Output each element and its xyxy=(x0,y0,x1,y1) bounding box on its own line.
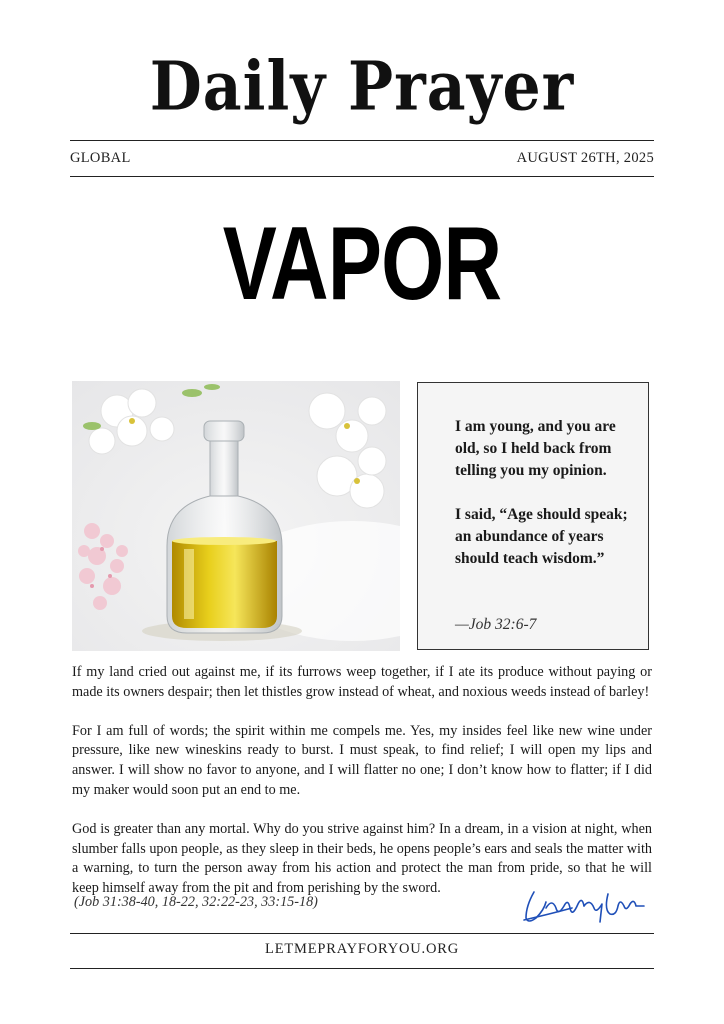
masthead-title: Daily Prayer xyxy=(149,47,575,127)
body-paragraph: If my land cried out against me, if its furrows weep together, if I ate its produce without paying or made its owners despair; then let thistles grow instead of wheat, and noxious weeds instead of barley! xyxy=(72,664,652,700)
footer-top-rule xyxy=(70,933,654,934)
footer-bottom-rule xyxy=(70,968,654,969)
quote-paragraph: I am young, and you are old, so I held back from telling you my opinion. xyxy=(455,418,616,479)
region-label: GLOBAL xyxy=(70,150,131,166)
header-top-rule xyxy=(70,140,654,141)
website-url: LETMEPRAYFORYOU.ORG xyxy=(265,941,459,957)
header-bottom-rule xyxy=(70,176,654,177)
oil-bottle-photo xyxy=(72,381,400,651)
issue-date: AUGUST 26TH, 2025 xyxy=(516,150,654,166)
body-paragraph: For I am full of words; the spirit within me compels me. Yes, my insides feel like new wine under pressure, like new wineskins ready to burst. I must speak, to find relief; I will open my lips and answer. I will show no favor to anyone, and I will flatter no one; I don’t know how to flatter; if I did my maker would soon put an end to me. xyxy=(72,722,652,798)
quote-reference: —Job 32:6-7 xyxy=(455,616,537,633)
scripture-quote-box xyxy=(417,382,649,650)
quote-paragraph: I said, “Age should speak; an abundance of years should teach wisdom.” xyxy=(455,506,628,567)
body-text xyxy=(72,663,652,918)
handwritten-signature xyxy=(520,884,650,928)
scripture-citation: (Job 31:38-40, 18-22, 32:22-23, 33:15-18) xyxy=(74,894,318,910)
body-paragraph: God is greater than any mortal. Why do you strive against him? In a dream, in a vision at night, when slumber falls upon people, as they sleep in their beds, he opens people’s ears and seals the matter with a warning, to turn the person away from his action and protect the man from pride, so that he will keep himself away from the pit and from perishing by the sword. xyxy=(72,820,652,897)
quote-text xyxy=(455,416,635,592)
headline: VAPOR xyxy=(222,206,502,322)
